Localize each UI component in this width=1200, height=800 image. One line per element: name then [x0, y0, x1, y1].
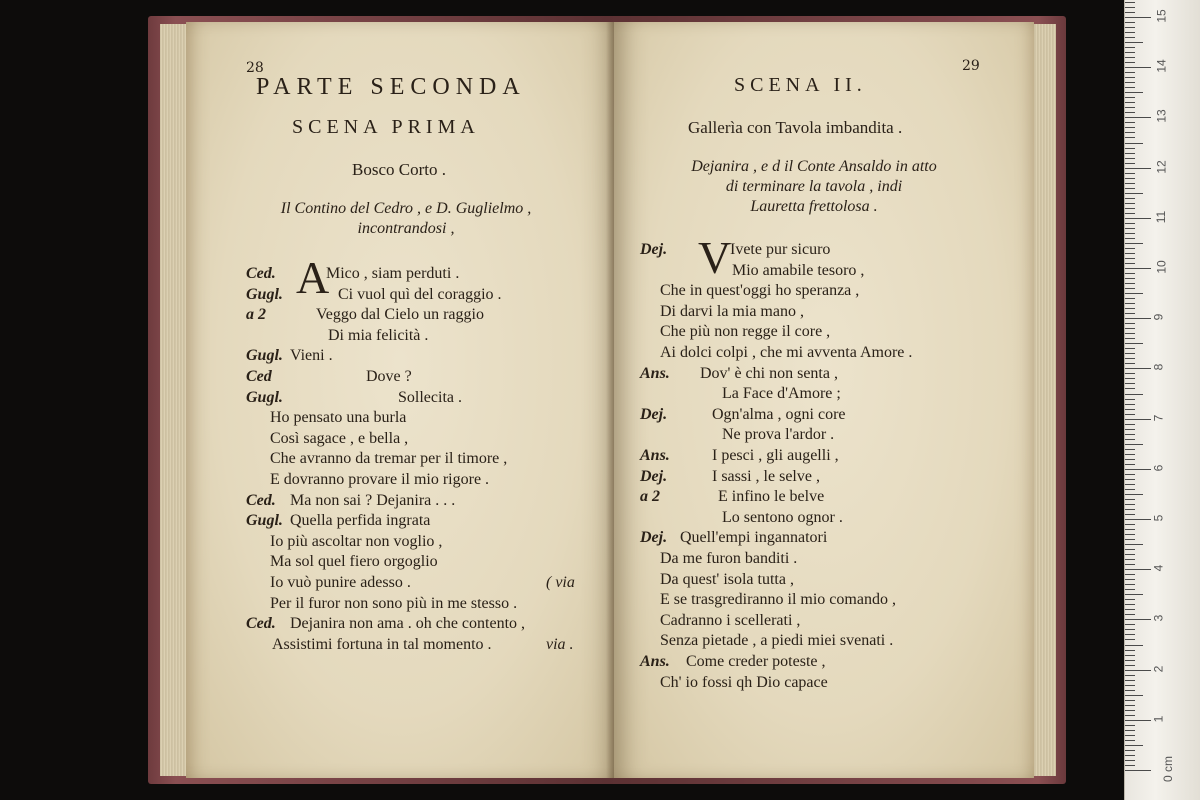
- ruler-tick: [1125, 333, 1135, 334]
- ruler-tick: [1125, 353, 1135, 354]
- ruler-tick: [1125, 193, 1143, 194]
- ruler-tick: [1125, 122, 1135, 123]
- verse-line: Ma non sai ? Dejanira . . .: [290, 491, 456, 509]
- verse-line: Ma sol quel fiero orgoglio: [270, 553, 438, 571]
- ruler-tick: [1125, 107, 1135, 108]
- ruler-label: 14: [1154, 59, 1169, 73]
- ruler-tick: [1125, 2, 1135, 3]
- ruler-tick: [1125, 760, 1135, 761]
- ruler-tick: [1125, 489, 1135, 490]
- ruler-tick: [1125, 444, 1143, 445]
- ruler-tick: [1125, 685, 1135, 686]
- speaker-label: Gugl.: [246, 388, 283, 406]
- ruler-tick: [1125, 373, 1135, 374]
- ruler-label: 9: [1151, 313, 1166, 321]
- verse-line: Così sagace , e bella ,: [270, 429, 409, 447]
- ruler-label: 3: [1151, 615, 1166, 622]
- ruler-tick: [1125, 670, 1151, 671]
- ruler-tick: [1125, 715, 1135, 716]
- speaker-label: Ced.: [246, 615, 276, 633]
- ruler-tick: [1125, 338, 1135, 339]
- ruler-tick: [1125, 213, 1135, 214]
- right-page: [614, 22, 1034, 778]
- verse-line: Per il furor non sono più in me stesso .: [270, 594, 518, 612]
- ruler-tick: [1125, 599, 1135, 600]
- ruler-label: 10: [1154, 260, 1169, 274]
- page-number: 28: [246, 60, 264, 76]
- ruler-tick: [1125, 700, 1135, 701]
- ruler-tick: [1125, 690, 1135, 691]
- ruler-label: 0 cm: [1161, 755, 1176, 783]
- ruler-tick: [1125, 725, 1135, 726]
- verse-line: Senza pietade , a piedi miei svenati .: [660, 632, 894, 650]
- ruler-tick: [1125, 117, 1151, 118]
- ruler-tick: [1125, 765, 1135, 766]
- ruler-label: 1: [1151, 715, 1166, 723]
- ruler-tick: [1125, 132, 1135, 133]
- part-title: PARTE SECONDA: [256, 74, 526, 100]
- ruler-tick: [1125, 127, 1135, 128]
- ruler-tick: [1125, 102, 1135, 103]
- ruler-tick: [1125, 67, 1151, 68]
- speaker-label: Dej.: [640, 241, 668, 258]
- ruler-tick: [1125, 735, 1135, 736]
- drop-cap: V: [698, 232, 732, 283]
- ruler-tick: [1125, 273, 1135, 274]
- verse-line: Ne prova l'ardor .: [722, 426, 835, 444]
- ruler-tick: [1125, 253, 1135, 254]
- ruler-tick: [1125, 12, 1135, 13]
- verse-line: La Face d'Amore ;: [722, 385, 841, 403]
- verse-line: Da quest' isola tutta ,: [660, 570, 794, 588]
- ruler-tick: [1125, 634, 1135, 635]
- stage-direction-line: Lauretta frettolosa .: [750, 198, 878, 215]
- ruler-tick: [1125, 524, 1135, 525]
- ruler-tick: [1125, 429, 1135, 430]
- ruler-tick: [1125, 629, 1135, 630]
- verse-line: Ai dolci colpi , che mi avventa Amore .: [660, 344, 913, 361]
- ruler-tick: [1125, 579, 1135, 580]
- ruler-tick: [1125, 323, 1135, 324]
- stage-aside: via .: [546, 635, 574, 653]
- verse-line: Di mia felicità .: [328, 326, 429, 344]
- ruler-label: 11: [1154, 210, 1169, 224]
- verse-line: Io vuò punire adesso .: [270, 574, 411, 591]
- ruler-tick: [1125, 710, 1135, 711]
- ruler-label: 15: [1154, 9, 1169, 23]
- ruler-tick: [1125, 529, 1135, 530]
- ruler-tick: [1125, 750, 1135, 751]
- ruler-tick: [1125, 22, 1135, 23]
- ruler-tick: [1125, 469, 1151, 470]
- ruler-tick: [1125, 388, 1135, 389]
- ruler-tick: [1125, 298, 1135, 299]
- ruler-label: 7: [1151, 414, 1166, 421]
- ruler-tick: [1125, 318, 1151, 319]
- ruler-tick: [1125, 624, 1135, 625]
- ruler-tick: [1125, 243, 1143, 244]
- verse-line: Veggo dal Cielo un raggio: [316, 306, 484, 324]
- ruler-tick: [1125, 619, 1151, 620]
- ruler-tick: [1125, 112, 1135, 113]
- ruler-tick: [1125, 459, 1135, 460]
- ruler-tick: [1125, 358, 1135, 359]
- ruler-tick: [1125, 655, 1135, 656]
- page-number: 29: [962, 58, 980, 74]
- verse-line: Lo sentono ognor .: [722, 508, 843, 526]
- scene-setting: Bosco Corto .: [352, 160, 446, 179]
- ruler-tick: [1125, 479, 1135, 480]
- ruler-tick: [1125, 494, 1143, 495]
- ruler-label: 6: [1151, 464, 1166, 472]
- verse-line: Assistimi fortuna in tal momento .: [272, 635, 492, 653]
- ruler-tick: [1125, 288, 1135, 289]
- ruler-tick: [1125, 474, 1135, 475]
- ruler-tick: [1125, 163, 1135, 164]
- speaker-label: Ced: [246, 368, 272, 385]
- ruler-tick: [1125, 584, 1135, 585]
- stage-direction-line: Dejanira , e d il Conte Ansaldo in atto: [691, 158, 937, 175]
- speaker-label: Ans.: [640, 447, 670, 464]
- ruler-tick: [1125, 569, 1151, 570]
- ruler-label: 4: [1151, 564, 1166, 572]
- ruler-tick: [1125, 97, 1135, 98]
- ruler-tick: [1125, 499, 1135, 500]
- ruler-tick: [1125, 720, 1151, 721]
- ruler-tick: [1125, 203, 1135, 204]
- ruler-tick: [1125, 343, 1143, 344]
- speaker-label: Gugl.: [246, 347, 283, 365]
- ruler-label: 13: [1154, 109, 1169, 124]
- ruler-tick: [1125, 549, 1135, 550]
- ruler-tick: [1125, 87, 1135, 88]
- ruler-tick: [1125, 17, 1151, 18]
- ruler-tick: [1125, 303, 1135, 304]
- ruler-tick: [1125, 740, 1135, 741]
- ruler-tick: [1125, 449, 1135, 450]
- ruler-tick: [1125, 559, 1135, 560]
- ruler-tick: [1125, 228, 1135, 229]
- speaker-label: Dej.: [640, 467, 668, 485]
- verse-line: Sollecita .: [398, 388, 462, 406]
- verse-line: Io più ascoltar non voglio ,: [270, 532, 443, 550]
- ruler-tick: [1125, 47, 1135, 48]
- ruler-tick: [1125, 660, 1135, 661]
- ruler-tick: [1125, 208, 1135, 209]
- ruler-tick: [1125, 554, 1135, 555]
- ruler-tick: [1125, 82, 1135, 83]
- verse-line: Da me furon banditi .: [660, 550, 798, 567]
- drop-cap: A: [296, 252, 330, 303]
- ruler-tick: [1125, 730, 1135, 731]
- ruler-tick: [1125, 755, 1135, 756]
- speaker-label: Dej.: [640, 405, 668, 423]
- ruler-tick: [1125, 77, 1135, 78]
- ruler-tick: [1125, 137, 1135, 138]
- verse-line: Come creder poteste ,: [686, 653, 826, 670]
- speaker-label: Ans.: [640, 653, 670, 670]
- ruler-tick: [1125, 504, 1135, 505]
- verse-line: Che in quest'oggi ho speranza ,: [660, 282, 860, 300]
- ruler-tick: [1125, 7, 1135, 8]
- ruler-tick: [1125, 680, 1135, 681]
- ruler-tick: [1125, 238, 1135, 239]
- verse-line: Dejanira non ama . oh che contento ,: [290, 615, 526, 633]
- ruler-tick: [1125, 158, 1135, 159]
- scene-title: SCENA PRIMA: [292, 116, 480, 138]
- verse-line: Vieni .: [290, 347, 333, 365]
- ruler-tick: [1125, 609, 1135, 610]
- ruler-tick: [1125, 233, 1135, 234]
- verse-line: Ogn'alma , ogni core: [712, 405, 846, 423]
- ruler-tick: [1125, 665, 1135, 666]
- verse-line: E se trasgrediranno il mio comando ,: [660, 591, 896, 609]
- ruler-tick: [1125, 92, 1143, 93]
- verse-line: Mico , siam perduti .: [326, 265, 460, 282]
- ruler-tick: [1125, 770, 1151, 771]
- verse-line: I pesci , gli augelli ,: [712, 447, 839, 464]
- ruler-tick: [1125, 198, 1135, 199]
- ruler-tick: [1125, 614, 1135, 615]
- ruler-tick: [1125, 278, 1135, 279]
- ruler-tick: [1125, 57, 1135, 58]
- ruler-tick: [1125, 454, 1135, 455]
- ruler-tick: [1125, 363, 1135, 364]
- measuring-ruler: [1124, 0, 1200, 800]
- ruler-label: 12: [1154, 159, 1169, 174]
- ruler-tick: [1125, 293, 1143, 294]
- ruler-tick: [1125, 414, 1135, 415]
- ruler-tick: [1125, 514, 1135, 515]
- verse-line: Dove ?: [366, 368, 412, 385]
- ruler-tick: [1125, 248, 1135, 249]
- ruler-tick: [1125, 695, 1143, 696]
- verse-line: Quella perfida ingrata: [290, 512, 431, 530]
- ruler-tick: [1125, 383, 1135, 384]
- verse-line: Dov' è chi non senta ,: [700, 364, 838, 382]
- speaker-label: Gugl.: [246, 285, 283, 303]
- ruler-tick: [1125, 368, 1151, 369]
- ruler-tick: [1125, 153, 1135, 154]
- ruler-tick: [1125, 268, 1151, 269]
- speaker-label: Ced.: [246, 265, 276, 282]
- speaker-label: Gugl.: [246, 512, 283, 530]
- ruler-tick: [1125, 639, 1135, 640]
- ruler-tick: [1125, 328, 1135, 329]
- ruler-tick: [1125, 574, 1135, 575]
- verse-line: Ivete pur sicuro: [730, 241, 831, 258]
- ruler-tick: [1125, 188, 1135, 189]
- ruler-tick: [1125, 32, 1135, 33]
- verse-line: Mio amabile tesoro ,: [732, 261, 865, 279]
- stage-direction-line: Il Contino del Cedro , e D. Guglielmo ,: [280, 200, 532, 217]
- ruler-label: 8: [1151, 364, 1166, 371]
- ruler-tick: [1125, 378, 1135, 379]
- ruler-tick: [1125, 705, 1135, 706]
- ruler-tick: [1125, 534, 1135, 535]
- left-page: [186, 22, 614, 778]
- speaker-label: Ced.: [246, 491, 276, 509]
- ruler-tick: [1125, 72, 1135, 73]
- ruler-tick: [1125, 148, 1135, 149]
- ruler-tick: [1125, 394, 1143, 395]
- verse-line: Ho pensato una burla: [270, 409, 407, 427]
- ruler-tick: [1125, 223, 1135, 224]
- ruler-tick: [1125, 594, 1143, 595]
- ruler-tick: [1125, 544, 1143, 545]
- ruler-tick: [1125, 313, 1135, 314]
- ruler-tick: [1125, 404, 1135, 405]
- ruler-tick: [1125, 143, 1143, 144]
- ruler-tick: [1125, 650, 1135, 651]
- verse-line: E dovranno provare il mio rigore .: [270, 471, 490, 488]
- ruler-tick: [1125, 419, 1151, 420]
- ruler-tick: [1125, 604, 1135, 605]
- stage-aside: ( via: [546, 574, 575, 591]
- ruler-tick: [1125, 263, 1135, 264]
- ruler-tick: [1125, 509, 1135, 510]
- ruler-tick: [1125, 399, 1135, 400]
- verse-line: Che più non regge il core ,: [660, 323, 831, 341]
- ruler-tick: [1125, 745, 1143, 746]
- ruler-tick: [1125, 519, 1151, 520]
- verse-line: Ci vuol quì del coraggio .: [338, 285, 502, 303]
- ruler-tick: [1125, 62, 1135, 63]
- ruler-tick: [1125, 539, 1135, 540]
- verse-line: E infino le belve: [718, 488, 825, 506]
- ruler-tick: [1125, 675, 1135, 676]
- ruler-tick: [1125, 183, 1135, 184]
- scene-title: SCENA II.: [734, 74, 867, 96]
- ruler-tick: [1125, 258, 1135, 259]
- ruler-tick: [1125, 645, 1143, 646]
- scene-setting: Gallerìa con Tavola imbandita .: [688, 118, 903, 137]
- stage-direction-line: di terminare la tavola , indi: [725, 178, 903, 195]
- ruler-tick: [1125, 27, 1135, 28]
- ruler-label: 5: [1151, 514, 1166, 522]
- ruler-tick: [1125, 37, 1135, 38]
- ruler-tick: [1125, 434, 1135, 435]
- ruler-label: 2: [1151, 665, 1166, 672]
- ruler-tick: [1125, 589, 1135, 590]
- verse-line: I sassi , le selve ,: [712, 467, 820, 485]
- ruler-tick: [1125, 424, 1135, 425]
- ruler-tick: [1125, 218, 1151, 219]
- speaker-label: Dej.: [640, 529, 668, 547]
- verse-line: Quell'empi ingannatori: [680, 529, 828, 547]
- ruler-tick: [1125, 168, 1151, 169]
- speaker-label: a 2: [246, 306, 266, 324]
- stage-direction-line: incontrandosi ,: [357, 220, 455, 237]
- ruler-tick: [1125, 564, 1135, 565]
- verse-line: Che avranno da tremar per il timore ,: [270, 450, 508, 468]
- ruler-tick: [1125, 409, 1135, 410]
- ruler-tick: [1125, 42, 1143, 43]
- ruler-tick: [1125, 464, 1135, 465]
- ruler-tick: [1125, 283, 1135, 284]
- ruler-tick: [1125, 484, 1135, 485]
- ruler-tick: [1125, 348, 1135, 349]
- verse-line: Di darvi la mia mano ,: [660, 302, 804, 320]
- ruler-tick: [1125, 439, 1135, 440]
- ruler-tick: [1125, 173, 1135, 174]
- ruler-tick: [1125, 308, 1135, 309]
- speaker-label: Ans.: [640, 364, 670, 382]
- verse-line: Ch' io fossi qh Dio capace: [660, 673, 828, 691]
- ruler-tick: [1125, 52, 1135, 53]
- verse-line: Cadranno i scellerati ,: [660, 611, 801, 629]
- speaker-label: a 2: [640, 488, 660, 506]
- ruler-tick: [1125, 178, 1135, 179]
